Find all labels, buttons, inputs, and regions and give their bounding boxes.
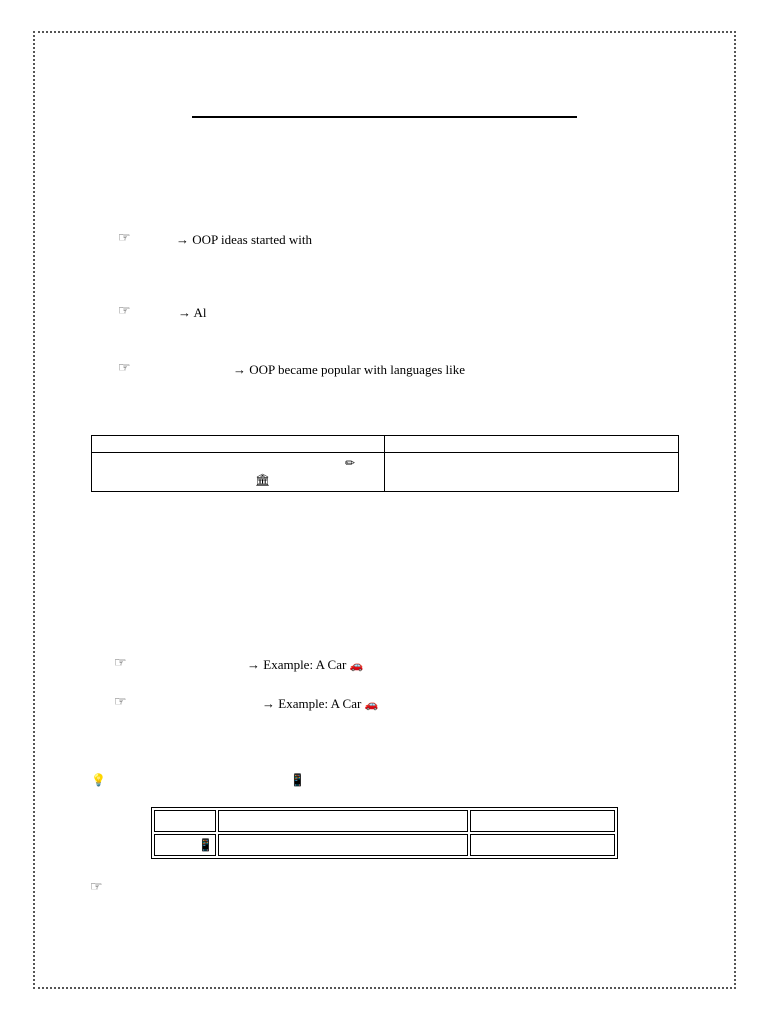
example-table	[151, 807, 618, 859]
pencil-icon: ✏	[345, 456, 356, 470]
bullet-4-text: Example: A Car	[263, 657, 347, 672]
lightbulb-icon: 💡	[91, 773, 106, 787]
pointing-hand-icon: ☞	[114, 695, 127, 710]
pointing-hand-icon: ☞	[118, 361, 131, 376]
table-cell	[218, 810, 468, 832]
bullet-1-text: OOP ideas started with	[192, 232, 312, 247]
table-cell	[154, 834, 216, 856]
car-icon: 🚗	[364, 699, 379, 711]
bullet-5-text: Example: A Car	[278, 696, 362, 711]
pointing-hand-icon: ☞	[114, 656, 127, 671]
table-cell	[470, 810, 615, 832]
table-row	[154, 834, 615, 856]
table-cell	[385, 436, 679, 453]
table-header-row	[154, 810, 615, 832]
bullet-2	[178, 305, 207, 321]
car-icon: 🚗	[349, 660, 364, 672]
arrow-4: →	[247, 657, 260, 672]
comparison-table	[91, 435, 679, 492]
phone-icon: 📱	[290, 773, 305, 787]
table-header-row	[92, 436, 679, 453]
bullet-2-text: Al	[193, 305, 207, 320]
table-cell	[92, 453, 385, 492]
bullet-5	[262, 696, 378, 713]
table-cell	[154, 810, 216, 832]
bullet-1	[176, 232, 312, 248]
arrow-1: →	[176, 232, 189, 247]
bullet-3-text: OOP became popular with languages like	[249, 362, 466, 377]
table-cell	[92, 436, 385, 453]
table-cell	[385, 453, 679, 492]
arrow-2: →	[178, 305, 191, 320]
table-cell	[218, 834, 468, 856]
pointing-hand-icon: ☞	[90, 880, 103, 895]
table-row	[92, 453, 679, 492]
pointing-hand-icon: ☞	[118, 304, 131, 319]
title-underline	[192, 116, 577, 118]
arrow-3: →	[233, 362, 246, 377]
bullet-4	[247, 657, 363, 674]
bullet-3	[233, 362, 465, 378]
phone-icon: 📱	[198, 838, 213, 852]
building-icon: 🏛	[255, 473, 271, 487]
pointing-hand-icon: ☞	[118, 231, 131, 246]
table-cell	[470, 834, 615, 856]
arrow-5: →	[262, 696, 275, 711]
